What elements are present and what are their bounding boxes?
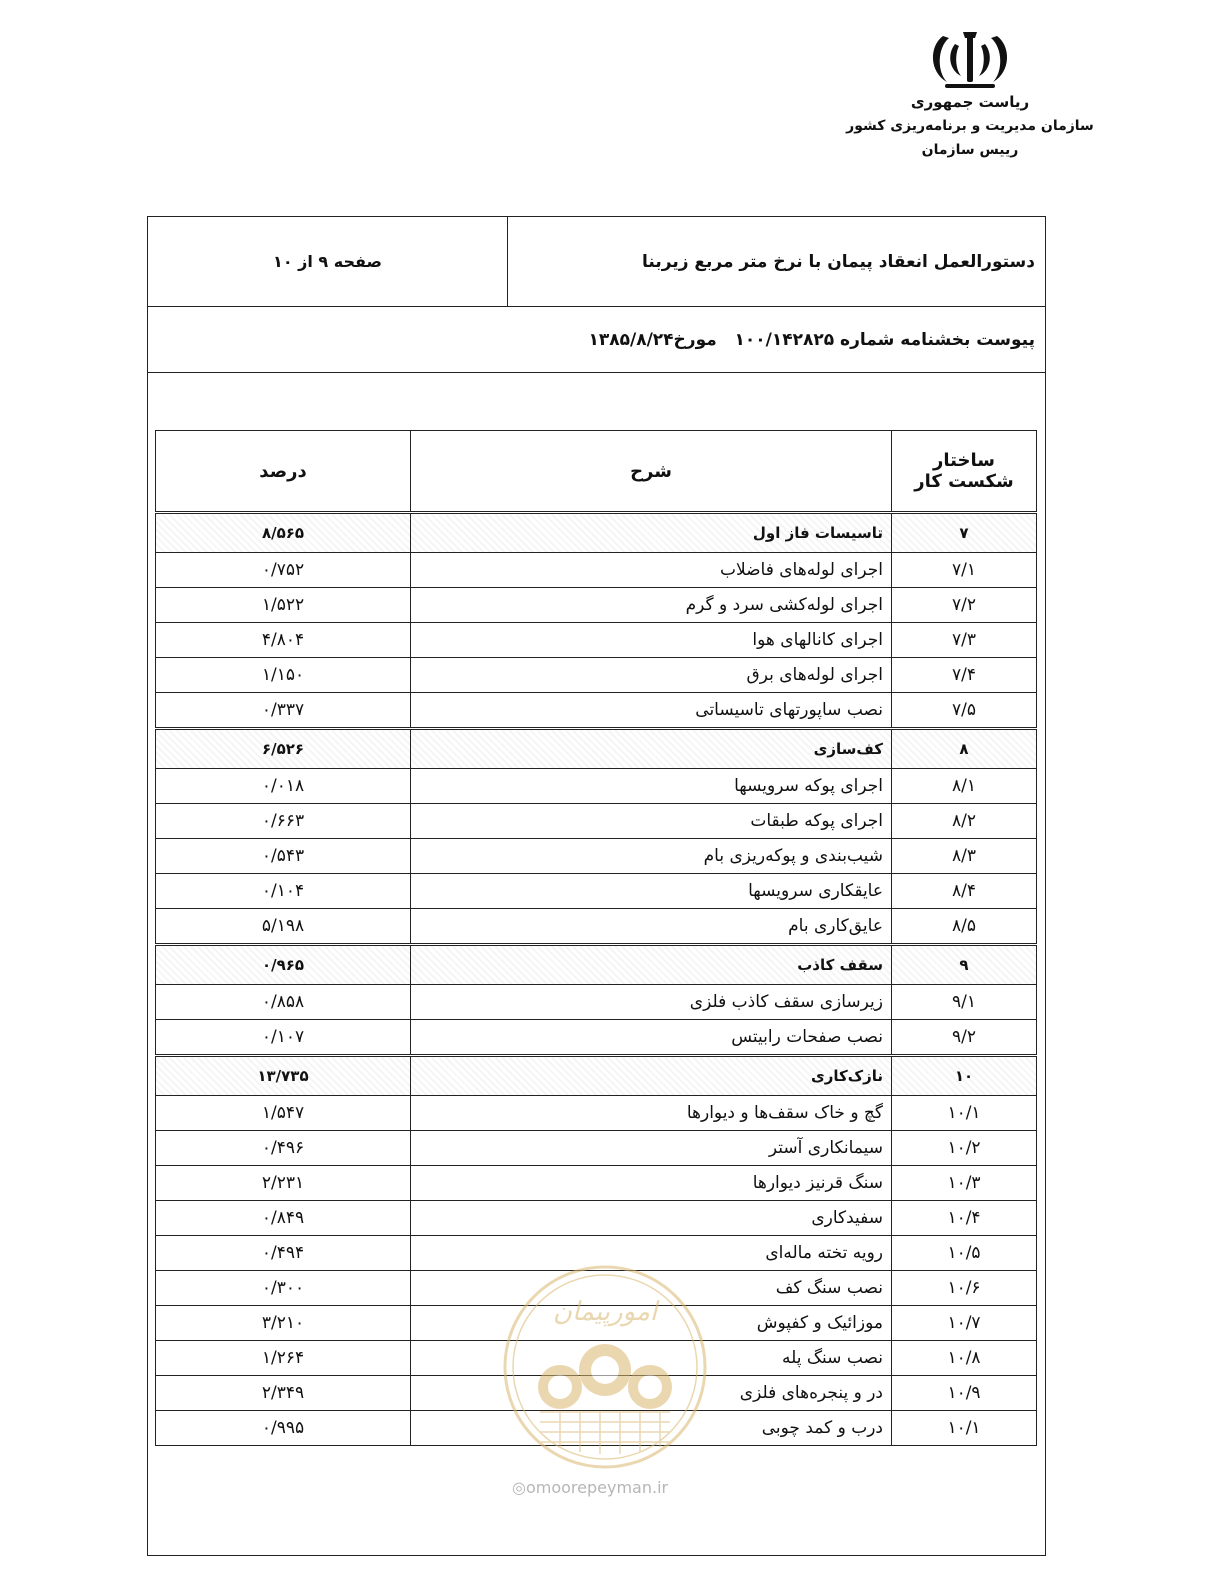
row-description: اجرای لوله‌های برق [411, 658, 892, 693]
row-code: ۹/۱ [892, 985, 1037, 1020]
row-code: ۱۰/۳ [892, 1166, 1037, 1201]
row-percent: ۰/۹۶۵ [156, 945, 411, 985]
row-code: ۷/۳ [892, 623, 1037, 658]
row-code: ۹/۲ [892, 1020, 1037, 1056]
row-description: نازک‌کاری [411, 1056, 892, 1096]
column-header-percent: درصد [156, 431, 411, 513]
row-percent: ۰/۳۳۷ [156, 693, 411, 729]
row-code: ۱۰/۷ [892, 1306, 1037, 1341]
row-description: نصب سنگ پله [411, 1341, 892, 1376]
row-code: ۱۰/۱ [892, 1096, 1037, 1131]
column-header-description: شرح [411, 431, 892, 513]
row-percent: ۰/۹۹۵ [156, 1411, 411, 1446]
row-description: در و پنجره‌های فلزی [411, 1376, 892, 1411]
document-title: دستورالعمل انعقاد پیمان با نرخ متر مربع زیربنا [642, 251, 1035, 272]
row-percent: ۰/۶۶۳ [156, 804, 411, 839]
row-percent: ۰/۳۰۰ [156, 1271, 411, 1306]
table-row [156, 693, 1037, 729]
row-percent: ۶/۵۲۶ [156, 729, 411, 769]
row-description: سیمانکاری آستر [411, 1131, 892, 1166]
row-code: ۷/۴ [892, 658, 1037, 693]
row-description: نصب ساپورتهای تاسیساتی [411, 693, 892, 729]
row-code: ۸/۵ [892, 909, 1037, 945]
row-code: ۷/۱ [892, 553, 1037, 588]
row-code: ۹ [892, 945, 1037, 985]
row-code: ۱۰/۹ [892, 1376, 1037, 1411]
watermark-url-text: omoorepeyman.ir [525, 1478, 669, 1497]
row-description: کف‌سازی [411, 729, 892, 769]
row-code: ۱۰/۵ [892, 1236, 1037, 1271]
row-description: زیرسازی سقف کاذب فلزی [411, 985, 892, 1020]
row-description: عایق‌کاری بام [411, 909, 892, 945]
row-description: عایقکاری سرویسها [411, 874, 892, 909]
row-code: ۸/۴ [892, 874, 1037, 909]
row-code: ۱۰/۸ [892, 1341, 1037, 1376]
row-percent: ۱/۵۴۷ [156, 1096, 411, 1131]
row-percent: ۰/۴۹۶ [156, 1131, 411, 1166]
row-percent: ۰/۸۵۸ [156, 985, 411, 1020]
table-row [156, 623, 1037, 658]
table-row [156, 1131, 1037, 1166]
row-description: رویه تخته ماله‌ای [411, 1236, 892, 1271]
row-description: درب و کمد چوبی [411, 1411, 892, 1446]
organization-name: سازمان مدیریت و برنامه‌ریزی کشور [846, 118, 1094, 134]
row-code: ۱۰/۲ [892, 1131, 1037, 1166]
table-header-row [156, 431, 1037, 513]
table-row [156, 658, 1037, 693]
table-row [156, 1201, 1037, 1236]
row-code: ۸ [892, 729, 1037, 769]
table-group-row [156, 729, 1037, 769]
column-header-code: ساختار شکست کار [892, 431, 1037, 513]
table-row [156, 839, 1037, 874]
row-code: ۱۰/۴ [892, 1201, 1037, 1236]
row-percent: ۵/۱۹۸ [156, 909, 411, 945]
letterhead [840, 28, 1100, 162]
row-description: اجرای پوکه طبقات [411, 804, 892, 839]
table-row [156, 1166, 1037, 1201]
row-code: ۸/۱ [892, 769, 1037, 804]
row-description: سفیدکاری [411, 1201, 892, 1236]
iran-emblem-icon [925, 28, 1015, 90]
row-percent: ۰/۷۵۲ [156, 553, 411, 588]
row-code: ۱۰/۶ [892, 1271, 1037, 1306]
row-percent: ۸/۵۶۵ [156, 513, 411, 553]
row-percent: ۱/۵۲۲ [156, 588, 411, 623]
row-percent: ۲/۲۳۱ [156, 1166, 411, 1201]
row-percent: ۲/۳۴۹ [156, 1376, 411, 1411]
table-row [156, 985, 1037, 1020]
row-code: ۱۰ [892, 1056, 1037, 1096]
row-description: شیب‌بندی و پوکه‌ریزی بام [411, 839, 892, 874]
row-description: سقف کاذب [411, 945, 892, 985]
table-group-row [156, 1056, 1037, 1096]
presidency-label: ریاست جمهوری [910, 93, 1030, 111]
row-code: ۸/۳ [892, 839, 1037, 874]
row-description: موزائیک و کفپوش [411, 1306, 892, 1341]
row-description: اجرای کانالهای هوا [411, 623, 892, 658]
row-percent: ۴/۸۰۴ [156, 623, 411, 658]
row-percent: ۰/۰۱۸ [156, 769, 411, 804]
row-percent: ۰/۸۴۹ [156, 1201, 411, 1236]
row-description: نصب صفحات رابیتس [411, 1020, 892, 1056]
row-description: اجرای لوله‌های فاضلاب [411, 553, 892, 588]
row-percent: ۱/۱۵۰ [156, 658, 411, 693]
row-percent: ۰/۴۹۴ [156, 1236, 411, 1271]
subtitle-row [148, 307, 1045, 373]
watermark-logo-icon [500, 1262, 710, 1472]
watermark-logo-text: امورپیمان [552, 1297, 658, 1327]
table-row [156, 769, 1037, 804]
table-row [156, 1096, 1037, 1131]
head-title: رییس سازمان [921, 142, 1019, 158]
row-code: ۷/۲ [892, 588, 1037, 623]
row-percent: ۰/۱۰۷ [156, 1020, 411, 1056]
row-percent: ۱/۲۶۴ [156, 1341, 411, 1376]
row-code: ۱۰/۱ [892, 1411, 1037, 1446]
table-row [156, 588, 1037, 623]
circular-reference: پیوست بخشنامه شماره ۱۰۰/۱۴۲۸۲۵ مورخ۱۳۸۵/۸/۲۴ [588, 329, 1035, 350]
row-description: گچ و خاک سقف‌ها و دیوارها [411, 1096, 892, 1131]
watermark-url [512, 1478, 668, 1497]
row-percent: ۰/۵۴۳ [156, 839, 411, 874]
page-number: صفحه ۹ از ۱۰ [148, 217, 508, 306]
table-row [156, 909, 1037, 945]
row-code: ۸/۲ [892, 804, 1037, 839]
row-percent: ۰/۱۰۴ [156, 874, 411, 909]
table-group-row [156, 945, 1037, 985]
table-group-row [156, 513, 1037, 553]
table-row [156, 804, 1037, 839]
header-row [148, 217, 1045, 307]
row-percent: ۱۳/۷۳۵ [156, 1056, 411, 1096]
row-code: ۷ [892, 513, 1037, 553]
row-description: سنگ قرنیز دیوارها [411, 1166, 892, 1201]
row-description: اجرای لوله‌کشی سرد و گرم [411, 588, 892, 623]
watermark-globe-icon: ◎ [512, 1478, 526, 1497]
table-row [156, 1020, 1037, 1056]
table-row [156, 553, 1037, 588]
row-description: تاسیسات فاز اول [411, 513, 892, 553]
table-row [156, 874, 1037, 909]
row-description: اجرای پوکه سرویسها [411, 769, 892, 804]
row-code: ۷/۵ [892, 693, 1037, 729]
row-percent: ۳/۲۱۰ [156, 1306, 411, 1341]
row-description: نصب سنگ کف [411, 1271, 892, 1306]
